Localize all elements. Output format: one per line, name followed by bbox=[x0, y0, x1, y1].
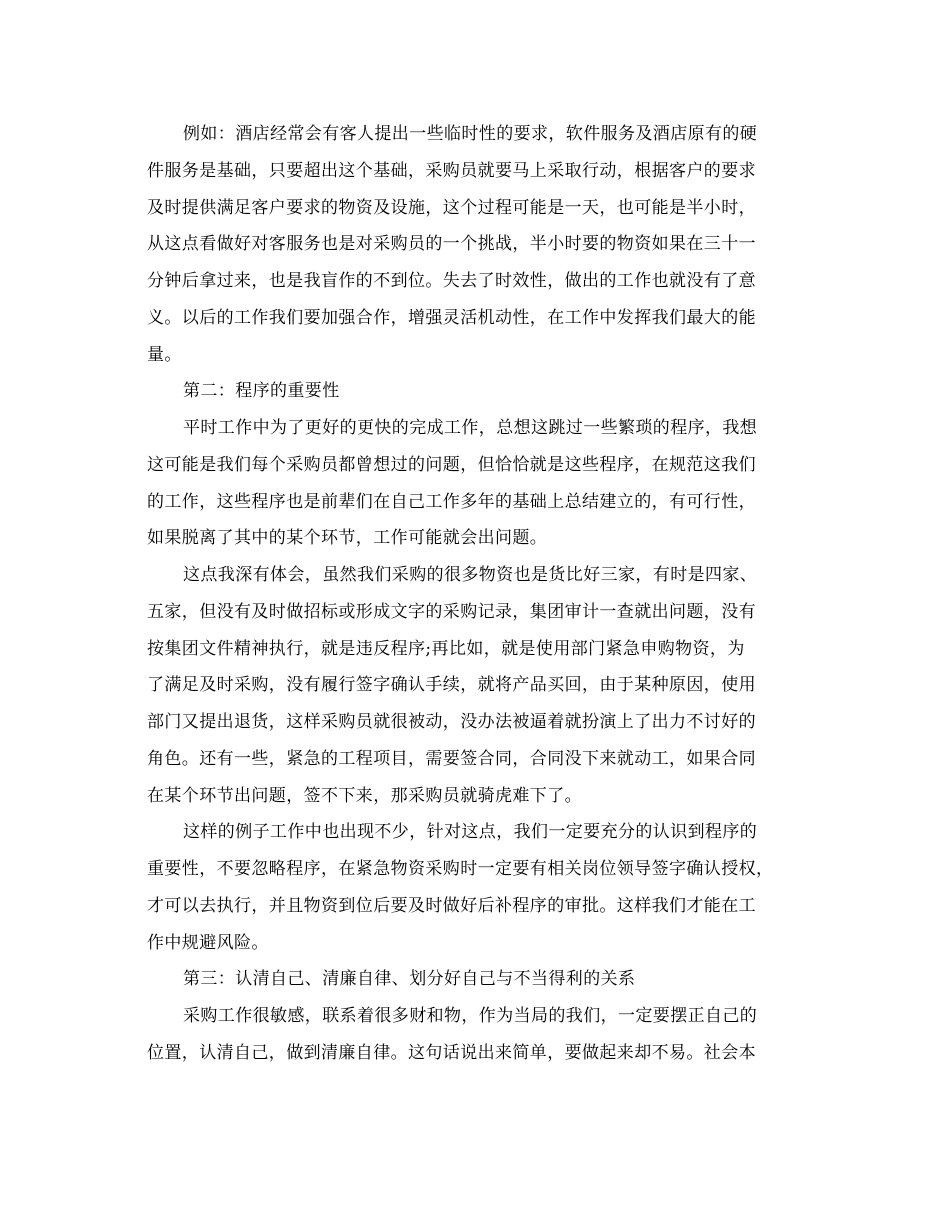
text-line: 第三：认清自己、清廉自律、划分好自己与不当得利的关系 bbox=[183, 969, 636, 990]
text-line: 才可以去执行，并且物资到位后要及时做好后补程序的审批。这样我们才能在工 bbox=[147, 895, 756, 916]
text-line: 这可能是我们每个采购员都曾想过的问题，但恰恰就是这些程序，在规范这我们 bbox=[147, 454, 756, 475]
text-line: 及时提供满足客户要求的物资及设施，这个过程可能是一天，也可能是半小时， bbox=[147, 197, 756, 218]
text-line: 角色。还有一些，紧急的工程项目，需要签合同，合同没下来就动工，如果合同 bbox=[147, 748, 756, 769]
text-line: 部门又提出退货，这样采购员就很被动，没办法被逼着就扮演上了出力不讨好的 bbox=[147, 712, 756, 732]
text-line: 第二：程序的重要性 bbox=[183, 381, 340, 402]
text-line: 重要性，不要忽略程序，在紧急物资采购时一定要有相关岗位领导签字确认授权， bbox=[147, 859, 774, 879]
text-line: 在某个环节出问题，签不下来，那采购员就骑虎难下了。 bbox=[147, 785, 582, 806]
text-line: 从这点看做好对客服务也是对采购员的一个挑战，半小时要的物资如果在三十一 bbox=[147, 234, 756, 255]
body-text bbox=[147, 116, 807, 1072]
text-line: 作中规避风险。 bbox=[147, 932, 269, 953]
text-line: 如果脱离了其中的某个环节，工作可能就会出问题。 bbox=[147, 528, 548, 549]
text-line: 采购工作很敏感，联系着很多财和物，作为当局的我们，一定要摆正自己的 bbox=[183, 1006, 758, 1026]
text-line: 了满足及时采购，没有履行签字确认手续，就将产品买回，由于某种原因，使用 bbox=[147, 675, 756, 696]
text-line: 这点我深有体会，虽然我们采购的很多物资也是货比好三家，有时是四家、 bbox=[183, 565, 758, 585]
text-line: 按集团文件精神执行，就是违反程序;再比如，就是使用部门紧急申购物资，为 bbox=[147, 638, 745, 659]
text-line: 位置，认清自己，做到清廉自律。这句话说出来简单，要做起来却不易。社会本 bbox=[147, 1042, 756, 1063]
text-line: 的工作，这些程序也是前辈们在自己工作多年的基础上总结建立的，有可行性， bbox=[147, 491, 756, 512]
text-line: 量。 bbox=[147, 344, 182, 365]
text-line: 件服务是基础，只要超出这个基础，采购员就要马上采取行动，根据客户的要求 bbox=[147, 160, 756, 181]
text-line: 例如：酒店经常会有客人提出一些临时性的要求，软件服务及酒店原有的硬 bbox=[183, 124, 758, 144]
text-line: 五家，但没有及时做招标或形成文字的采购记录，集团审计一查就出问题，没有 bbox=[147, 601, 756, 622]
text-line: 这样的例子工作中也出现不少，针对这点，我们一定要充分的认识到程序的 bbox=[183, 822, 758, 843]
text-line: 平时工作中为了更好的更快的完成工作，总想这跳过一些繁琐的程序，我想 bbox=[183, 418, 758, 438]
text-line: 义。以后的工作我们要加强合作，增强灵活机动性，在工作中发挥我们最大的能 bbox=[147, 307, 756, 328]
text-line: 分钟后拿过来，也是我盲作的不到位。失去了时效性，做出的工作也就没有了意 bbox=[147, 271, 756, 291]
